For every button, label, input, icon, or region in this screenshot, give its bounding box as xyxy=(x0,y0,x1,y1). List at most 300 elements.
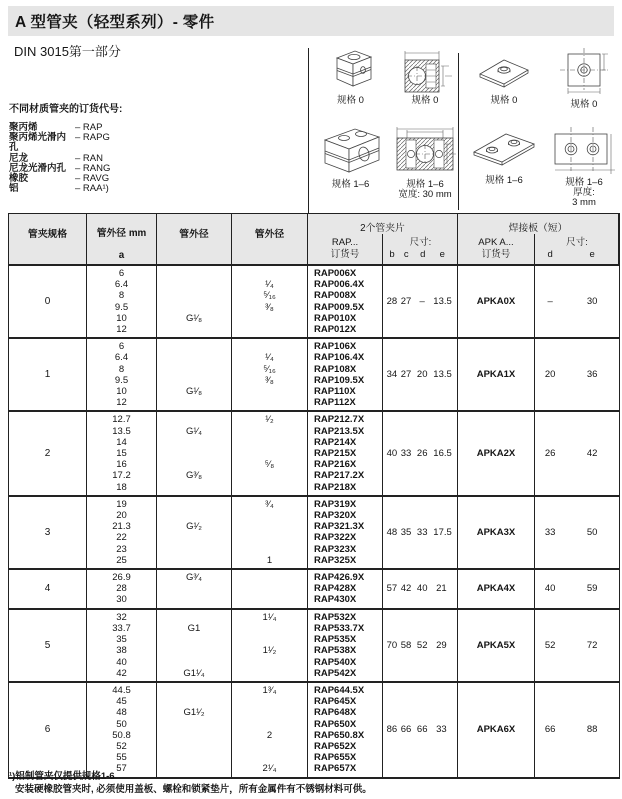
outer-dia-mm-cell xyxy=(87,610,157,681)
rap-order-code: RAP010X xyxy=(314,312,357,324)
dia-a-value: 14 xyxy=(116,436,127,448)
plate-dims-cell xyxy=(535,610,619,681)
dia-inch-value: ⁵⁄₈ xyxy=(264,459,275,471)
drawing-caption: 规格 0 xyxy=(570,99,598,110)
rap-order-code: RAP106.4X xyxy=(314,352,365,364)
dia-inch-value xyxy=(232,707,307,718)
outer-dia-mm-cell xyxy=(87,266,157,337)
rap-order-code: RAP212.7X xyxy=(314,414,365,426)
table-body xyxy=(9,266,619,779)
dia-inch-value: ¹⁄₄ xyxy=(265,279,274,291)
apka-code-cell: APKA3X xyxy=(458,497,535,568)
clamp-isometric-size1-6-cell xyxy=(309,124,392,212)
dia-a-value: 10 xyxy=(116,386,127,398)
dia-inch-value xyxy=(232,572,307,583)
material-item xyxy=(9,133,122,153)
plate-topview-size0-cell xyxy=(546,48,622,124)
dia-g-value: G1¹⁄₂ xyxy=(183,707,205,719)
dim-e-value: 13.5 xyxy=(433,369,452,381)
plate-dims-cell xyxy=(535,683,619,777)
size-group-row xyxy=(9,683,619,779)
rap-order-code: RAP106X xyxy=(314,341,357,353)
rap-order-code: RAP323X xyxy=(314,543,357,555)
clamp-isometric-size0-drawing xyxy=(323,48,379,94)
parts-table xyxy=(8,213,620,779)
rap-order-code: RAP652X xyxy=(314,740,357,752)
outer-dia-g-cell xyxy=(157,683,232,777)
dia-inch-value xyxy=(232,510,307,521)
dia-inch-value xyxy=(232,668,307,679)
header-weld-plate-label: 焊接板（短） xyxy=(508,223,568,234)
materials-heading: 不同材质管夹的订货代号: xyxy=(9,104,123,115)
dia-a-value: 12 xyxy=(116,397,127,409)
outer-dia-g-cell xyxy=(157,412,232,494)
dia-a-value: 23 xyxy=(116,543,127,555)
clamp-section-size0-drawing xyxy=(397,48,453,94)
plate-dim-d-value: 20 xyxy=(544,369,556,381)
rap-order-code: RAP648X xyxy=(314,707,357,719)
dia-a-value: 9.5 xyxy=(114,374,129,386)
dia-g-value xyxy=(157,364,231,375)
dia-inch-value: ⁵⁄₁₆ xyxy=(263,290,276,302)
dia-inch-value: 1¹⁄₂ xyxy=(262,645,277,657)
size-group-row xyxy=(9,266,619,339)
outer-dia-g-cell xyxy=(157,570,232,608)
outer-dia-g-cell xyxy=(157,266,232,337)
dia-a-value: 48 xyxy=(116,707,127,719)
dia-inch-value: 2¹⁄₄ xyxy=(262,763,277,775)
dia-g-value: G1¹⁄₄ xyxy=(183,667,205,679)
dia-a-value: 19 xyxy=(116,498,127,510)
size-group-row xyxy=(9,570,619,610)
header-outer-dia-mm-label: 管外径 mm xyxy=(96,228,147,239)
drawings-row-size1-6 xyxy=(309,124,622,212)
size-group-row xyxy=(9,497,619,570)
header-clamp-size: 管夹规格 xyxy=(9,214,87,264)
dia-g-value: G¹⁄₈ xyxy=(185,385,203,397)
dia-a-value: 6.4 xyxy=(114,352,129,364)
outer-dia-mm-cell xyxy=(87,339,157,410)
rap-order-code: RAP645X xyxy=(314,696,357,708)
rap-order-code: RAP538X xyxy=(314,645,357,657)
dim-b-value: 48 xyxy=(386,526,398,538)
rap-order-code: RAP540X xyxy=(314,656,357,668)
rap-code-cell xyxy=(308,497,383,568)
plate-dim-e-value: 88 xyxy=(586,724,598,736)
dia-inch-value xyxy=(232,521,307,532)
rap-order-code: RAP109.5X xyxy=(314,374,365,386)
dia-a-value: 38 xyxy=(116,645,127,657)
title-band xyxy=(8,6,614,36)
drawing-caption: 规格 1–6 xyxy=(331,179,370,190)
dia-g-value xyxy=(157,268,231,279)
clamp-size-cell: 6 xyxy=(9,683,87,777)
materials-legend xyxy=(9,100,122,194)
plate-topview-size0-drawing xyxy=(555,48,613,98)
apka-code-cell: APKA1X xyxy=(458,339,535,410)
clamp-size-cell: 1 xyxy=(9,339,87,410)
table-header xyxy=(9,214,619,266)
dia-a-value: 32 xyxy=(116,611,127,623)
dia-inch-value: 1¹⁄₄ xyxy=(262,611,277,623)
outer-dia-inch-cell xyxy=(232,610,308,681)
material-name: 铝 xyxy=(9,183,19,195)
dim-letter-b: b xyxy=(389,248,395,260)
rap-order-code: RAP320X xyxy=(314,510,357,522)
dia-inch-value xyxy=(232,623,307,634)
rap-order-code: RAP430X xyxy=(314,594,357,606)
dia-inch-value xyxy=(232,656,307,667)
dia-g-value xyxy=(157,730,231,741)
dim-c-value: 35 xyxy=(400,526,412,538)
dia-inch-value xyxy=(232,752,307,763)
plate-isometric-size0-drawing xyxy=(474,48,534,94)
rap-order-code: RAP325X xyxy=(314,554,357,566)
dia-g-value xyxy=(157,279,231,290)
dia-g-value xyxy=(157,532,231,543)
clamp-dims-cell xyxy=(383,266,458,337)
clamp-isometric-size1-6-drawing xyxy=(317,124,385,178)
dia-g-value xyxy=(157,448,231,459)
dim-d-value: 20 xyxy=(416,369,428,381)
plate-dim-d-value: 66 xyxy=(544,724,556,736)
dim-c-value: 27 xyxy=(400,296,412,308)
outer-dia-g-cell xyxy=(157,339,232,410)
dia-inch-value xyxy=(232,426,307,437)
dim-d-value: 40 xyxy=(416,583,428,595)
dia-a-value: 18 xyxy=(116,481,127,493)
size-group-row xyxy=(9,610,619,683)
dia-a-value: 6 xyxy=(118,341,125,353)
clamp-dims-cell xyxy=(383,412,458,494)
dim-b-value: 86 xyxy=(386,724,398,736)
dim-e-value: 13.5 xyxy=(433,296,452,308)
dia-a-value: 50.8 xyxy=(112,729,131,741)
apka-code-cell: APKA6X xyxy=(458,683,535,777)
drawing-caption: 规格 1–6 xyxy=(406,179,444,190)
dia-inch-value xyxy=(232,583,307,594)
material-code: – RAPG xyxy=(75,132,110,144)
dia-g-value: G³⁄₄ xyxy=(185,572,203,584)
clamp-size-cell: 4 xyxy=(9,570,87,608)
dim-letter-c: c xyxy=(403,248,409,260)
dim-c-value: 33 xyxy=(400,448,412,460)
outer-dia-mm-cell xyxy=(87,497,157,568)
dia-inch-value: ³⁄₈ xyxy=(265,301,274,313)
dia-inch-value xyxy=(232,386,307,397)
dia-g-value xyxy=(157,583,231,594)
dia-a-value: 42 xyxy=(116,667,127,679)
drawing-caption: 规格 0 xyxy=(337,95,364,106)
drawing-caption: 规格 0 xyxy=(490,95,518,106)
rap-order-code: RAP319X xyxy=(314,498,357,510)
dia-g-value xyxy=(157,397,231,408)
plate-dim-e-value: 42 xyxy=(586,448,598,460)
dim-b-value: 40 xyxy=(386,448,398,460)
clamp-isometric-size0-cell xyxy=(309,48,392,124)
drawing-note-thickness-value: 3 mm xyxy=(572,197,596,208)
rap-code-cell xyxy=(308,570,383,608)
dia-g-value xyxy=(157,414,231,425)
dia-g-value xyxy=(157,752,231,763)
material-name: 橡胶 xyxy=(9,173,29,185)
dia-a-value: 21.3 xyxy=(112,521,131,533)
rap-order-code: RAP213.5X xyxy=(314,425,365,437)
clamp-dims-cell xyxy=(383,570,458,608)
plate-dim-letter-d: d xyxy=(547,248,553,260)
dia-g-value xyxy=(157,341,231,352)
technical-drawings xyxy=(309,48,622,212)
rap-order-code: RAP322X xyxy=(314,532,357,544)
rap-order-code: RAP644.5X xyxy=(314,684,365,696)
plate-dim-letter-e: e xyxy=(589,248,595,260)
dia-g-value: G¹⁄₄ xyxy=(185,425,203,437)
rap-order-code: RAP321.3X xyxy=(314,521,365,533)
dim-e-value: 16.5 xyxy=(433,448,452,460)
rap-order-code: RAP428X xyxy=(314,583,357,595)
plate-topview-size1-6-drawing xyxy=(551,124,617,176)
rap-order-code: RAP215X xyxy=(314,448,357,460)
dia-a-value: 35 xyxy=(116,634,127,646)
dia-g-value xyxy=(157,544,231,555)
dia-g-value xyxy=(157,696,231,707)
clamp-size-cell: 5 xyxy=(9,610,87,681)
header-clamp-halves-label: 2个管夹片 xyxy=(360,223,405,234)
drawing-caption: 规格 0 xyxy=(411,95,439,106)
rap-order-code: RAP214X xyxy=(314,436,357,448)
dia-a-value: 8 xyxy=(118,290,125,302)
plate-dim-d-value: 40 xyxy=(544,583,556,595)
dia-a-value: 44.5 xyxy=(112,684,131,696)
rap-code-cell xyxy=(308,610,383,681)
dia-a-value: 10 xyxy=(116,312,127,324)
dia-g-value xyxy=(157,741,231,752)
dia-inch-value: ³⁄₄ xyxy=(265,498,274,510)
rap-order-code: RAP217.2X xyxy=(314,470,365,482)
dia-a-value: 26.9 xyxy=(112,572,131,584)
plate-dim-d-value: – xyxy=(547,296,553,308)
outer-dia-mm-cell xyxy=(87,570,157,608)
footnote-rubber: 安装硬橡胶管夹时, 必须使用盖板、螺栓和锁紧垫片，所有金属件有不锈钢材料可供。 xyxy=(15,784,372,795)
rap-order-code: RAP535X xyxy=(314,634,357,646)
plate-dim-e-value: 30 xyxy=(586,296,598,308)
dia-g-value xyxy=(157,612,231,623)
dia-g-value xyxy=(157,555,231,566)
dia-inch-value xyxy=(232,482,307,493)
clamp-section-size1-6-drawing xyxy=(393,124,457,178)
material-code: – RAP xyxy=(75,122,103,133)
dia-inch-value xyxy=(232,718,307,729)
outer-dia-mm-cell xyxy=(87,412,157,494)
dia-a-value: 8 xyxy=(118,363,125,375)
dia-a-value: 6 xyxy=(118,268,125,279)
outer-dia-g-cell xyxy=(157,610,232,681)
dia-g-value xyxy=(157,302,231,313)
dia-a-value: 55 xyxy=(116,752,127,764)
dia-a-value: 22 xyxy=(116,532,127,544)
dim-b-value: 34 xyxy=(386,369,398,381)
drawing-caption: 规格 1–6 xyxy=(565,177,603,188)
header-plate-dims: 尺寸: d e xyxy=(535,234,619,264)
rap-order-code: RAP650X xyxy=(314,718,357,730)
dim-letter-d: d xyxy=(420,248,426,260)
dim-d-value: – xyxy=(419,296,425,308)
clamp-dims-cell xyxy=(383,497,458,568)
dia-inch-value xyxy=(232,268,307,279)
dia-inch-value: 1 xyxy=(266,554,273,566)
dia-g-value xyxy=(157,510,231,521)
dia-inch-value xyxy=(232,594,307,605)
dia-inch-value xyxy=(232,544,307,555)
plate-dim-e-value: 59 xyxy=(586,583,598,595)
dia-inch-value xyxy=(232,397,307,408)
drawings-row-size0 xyxy=(309,48,622,124)
dia-g-value xyxy=(157,482,231,493)
dia-inch-value xyxy=(232,313,307,324)
outer-dia-mm-cell xyxy=(87,683,157,777)
dia-inch-value: ¹⁄₂ xyxy=(265,414,274,426)
plate-dims-cell xyxy=(535,412,619,494)
rap-order-code: RAP533.7X xyxy=(314,622,365,634)
plate-dims-cell xyxy=(535,266,619,337)
dim-b-value: 28 xyxy=(386,296,398,308)
clamp-size-cell: 0 xyxy=(9,266,87,337)
dim-b-value: 70 xyxy=(386,639,398,651)
plate-dim-e-value: 50 xyxy=(586,526,598,538)
drawing-note-thickness: 厚度: xyxy=(573,187,595,198)
dia-g-value xyxy=(157,352,231,363)
size-group-row xyxy=(9,339,619,412)
dia-g-value xyxy=(157,375,231,386)
dia-inch-value: ⁵⁄₁₆ xyxy=(263,363,276,375)
footnote-aluminium: ¹)铝制管夹仅提供规格1-6 xyxy=(9,771,115,782)
apka-code-cell: APKA4X xyxy=(458,570,535,608)
dim-e-value: 17.5 xyxy=(433,526,452,538)
dia-g-value xyxy=(157,437,231,448)
clamp-section-size0-cell xyxy=(392,48,458,124)
plate-dim-d-value: 26 xyxy=(544,448,556,460)
rap-order-code: RAP655X xyxy=(314,752,357,764)
plate-isometric-size0-cell xyxy=(462,48,546,124)
clamp-dims-cell xyxy=(383,683,458,777)
dim-d-value: 66 xyxy=(416,724,428,736)
dia-g-value xyxy=(157,634,231,645)
dia-a-value: 13.5 xyxy=(112,425,131,437)
dia-a-value: 40 xyxy=(116,656,127,668)
material-code: – RAVG xyxy=(75,173,110,185)
rap-order-code: RAP542X xyxy=(314,667,357,679)
rap-order-code: RAP006.4X xyxy=(314,279,365,291)
material-code: – RAA¹) xyxy=(75,183,109,195)
dia-g-value: G³⁄₈ xyxy=(185,470,203,482)
dia-inch-value xyxy=(232,696,307,707)
dia-g-value: G¹⁄₈ xyxy=(185,312,203,324)
outer-dia-inch-cell xyxy=(232,339,308,410)
plate-dims-cell xyxy=(535,339,619,410)
header-group-clamp-halves xyxy=(308,214,458,264)
dia-inch-value: 2 xyxy=(266,729,273,741)
dia-a-value: 45 xyxy=(116,696,127,708)
rap-code-cell xyxy=(308,683,383,777)
dia-a-value: 9.5 xyxy=(114,301,129,313)
header-dim-a-label: a xyxy=(118,250,125,261)
clamp-size-cell: 3 xyxy=(9,497,87,568)
dim-c-value: 66 xyxy=(400,724,412,736)
dim-d-value: 26 xyxy=(416,448,428,460)
dim-c-value: 58 xyxy=(400,639,412,651)
header-group-weld-plate xyxy=(458,214,619,264)
plate-dims-cell xyxy=(535,497,619,568)
dia-a-value: 12 xyxy=(116,324,127,336)
outer-dia-inch-cell xyxy=(232,570,308,608)
plate-dim-e-value: 72 xyxy=(586,639,598,651)
material-name: 聚丙烯 xyxy=(9,122,38,133)
size-group-row xyxy=(9,412,619,496)
dia-a-value: 15 xyxy=(116,448,127,460)
plate-isometric-size1-6-cell xyxy=(462,124,546,212)
dia-a-value: 28 xyxy=(116,583,127,595)
dia-a-value: 20 xyxy=(116,510,127,522)
dia-a-value: 16 xyxy=(116,459,127,471)
header-clamp-dims: 尺寸: b c d e xyxy=(383,234,458,264)
apka-code-cell: APKA0X xyxy=(458,266,535,337)
drawing-caption: 规格 1–6 xyxy=(485,175,523,186)
clamp-size-cell: 2 xyxy=(9,412,87,494)
apka-code-cell: APKA2X xyxy=(458,412,535,494)
outer-dia-inch-cell xyxy=(232,412,308,494)
dia-inch-value xyxy=(232,324,307,335)
dia-a-value: 12.7 xyxy=(112,414,131,426)
rap-code-cell xyxy=(308,412,383,494)
dia-g-value xyxy=(157,594,231,605)
rap-order-code: RAP110X xyxy=(314,386,356,398)
dia-g-value xyxy=(157,290,231,301)
plate-dims-cell xyxy=(535,570,619,608)
rap-order-code: RAP009.5X xyxy=(314,301,365,313)
dia-inch-value xyxy=(232,634,307,645)
rap-order-code: RAP650.8X xyxy=(314,729,365,741)
header-apk-code: APK A... 订货号 xyxy=(458,234,535,264)
header-outer-dia-g: 管外径 xyxy=(157,214,232,264)
rap-order-code: RAP216X xyxy=(314,459,357,471)
drawing-note-width: 宽度: 30 mm xyxy=(398,189,452,200)
rap-order-code: RAP218X xyxy=(314,481,357,493)
dim-e-value: 21 xyxy=(436,583,447,595)
dim-e-value: 29 xyxy=(436,639,447,651)
dim-b-value: 57 xyxy=(386,583,398,595)
dia-inch-value xyxy=(232,470,307,481)
material-code: – RAN xyxy=(75,152,103,164)
rap-order-code: RAP108X xyxy=(314,363,357,375)
dia-g-value xyxy=(157,499,231,510)
dia-a-value: 52 xyxy=(116,740,127,752)
dia-a-value: 57 xyxy=(116,763,127,775)
dia-g-value: G1 xyxy=(187,622,201,634)
dia-inch-value xyxy=(232,741,307,752)
rap-order-code: RAP532X xyxy=(314,611,357,623)
material-code: – RANG xyxy=(75,162,111,174)
rap-order-code: RAP006X xyxy=(314,268,357,279)
apka-code-cell: APKA5X xyxy=(458,610,535,681)
dim-c-value: 27 xyxy=(400,369,412,381)
header-dim-letters-bcde xyxy=(383,249,458,261)
dia-a-value: 17.2 xyxy=(112,470,131,482)
materials-list xyxy=(9,123,122,194)
dia-inch-value: 1³⁄₄ xyxy=(262,684,277,696)
rap-order-code: RAP657X xyxy=(314,763,357,775)
plate-dim-d-value: 33 xyxy=(544,526,556,538)
dia-inch-value xyxy=(232,341,307,352)
